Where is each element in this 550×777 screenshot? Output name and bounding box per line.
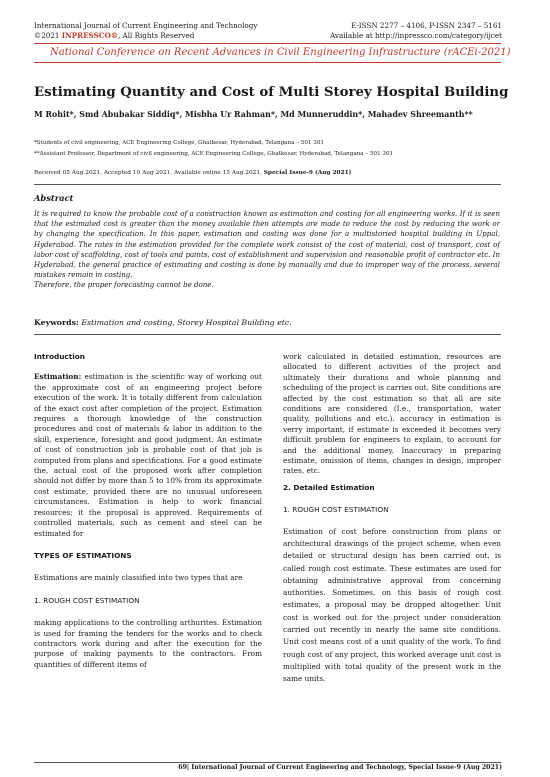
divider-middle	[34, 334, 501, 335]
types-heading: TYPES OF ESTIMATIONS	[34, 550, 132, 560]
issn-line: E-ISSN 2277 – 4106, P-ISSN 2347 – 5161	[350, 21, 502, 30]
keywords-label: Keywords:	[34, 318, 79, 327]
copyright-line: ©2021 INPRESSCO®, All Rights Reserved	[34, 31, 195, 40]
left-column	[34, 352, 262, 670]
keywords-line	[34, 318, 292, 327]
special-issue-label: Special Issue-9 (Aug 2021)	[263, 170, 352, 176]
conference-banner	[34, 43, 511, 63]
abstract-body	[34, 209, 500, 291]
received-dates: Received 05 Aug 2021, Accepted 10 Aug 2021, Available online 15 Aug 2021, Special Issue-9 (Aug 2021)	[34, 170, 352, 176]
abstract-last-line: Therefore, the proper forecasting cannot be done.	[34, 280, 214, 290]
abstract-heading: Abstract	[34, 193, 74, 203]
affiliation-students: *Students of civil engineering, ACE Engineering College, Ghatkesar, Hyderabad, Telangana – 501 301	[34, 140, 324, 146]
journal-header-right	[330, 21, 502, 41]
introduction-heading: Introduction	[34, 352, 85, 361]
rough-cost-item-right: 1. ROUGH COST ESTIMATION	[283, 505, 389, 515]
estimation-term: Estimation:	[34, 372, 82, 382]
footer-divider	[34, 762, 501, 763]
abstract-text: It is required to know the probable cost of a construction known as estimation and costing for all engineering works. If it is seen that the estimated cost is greater than the money available then attempts are made to reduce the cost by reducing the work or by changing the specification. In this paper, estimation and costing was done for a multistoried hospital building in Uppal, Hyderabad. The rates in the estimation provided for the complete work consist of the cost of material, cost of transport, cost of labor cost of scaffolding, cost of tools and paints, cost of establishment and supervision and reasonable profit of contractor etc. In Hyderabad, the general practice of estimating and costing is done by manually and due to improper way of the process, several mistakes remain in costing.	[34, 209, 500, 280]
rough-cost-item-left: 1. ROUGH COST ESTIMATION	[34, 595, 140, 605]
keywords-value: Estimation and costing, Storey Hospital Building etc.	[78, 318, 292, 327]
divider-top	[34, 184, 501, 185]
conference-title: National Conference on Recent Advances in Civil Engineering Infrastructure (rACEi-2021)	[50, 47, 511, 58]
detailed-estimation-heading: 2. Detailed Estimation	[283, 482, 375, 492]
types-paragraph: Estimations are mainly classified into two types that are	[34, 573, 243, 583]
work-calculated-paragraph: work calculated in detailed estimation, resources are allocated to different activities of the project and ultimately their durations and whole planning and scheduling of the project is carries out. Site conditions are affected by the cost estimation so that all are site conditions are considered (I.e., transportation, water quality, pollutions and etc.). accuracy in estimation is verry important, if estimate is exceeded it becomes very difficult problem for engineers to explain, to account for and the additional money. Inaccuracy in preparing estimate, omission of items, changes in design, improper rates, etc.	[283, 352, 501, 476]
rough-cost-paragraph: Estimation of cost before construction from plans or architectural drawings of the project scheme, when even detailed or structural design has been carried out, is called rough cost estimate. These estimates are used for obtaining administrative approval from concerning authorities. Sometimes, on this basis of rough cost estimates, a proposal may be dropped altogether. Unit cost is worked out for the project under consideration carried out recently in nearly the same site conditions. Unit cost means cost of a unit quality of the work. To find rough cost of any project, this worked average unit cost is multiplied with total quality of the present work in the same units.	[283, 526, 501, 684]
inpressco-brand: INPRESSCO®	[61, 31, 118, 40]
author-list: M Rohit*, Smd Abubakar Siddiq*, Misbha Ur Rahman*, Md Munneruddin*, Mahadev Shreemanth**	[34, 110, 473, 119]
available-at-link[interactable]: Available at http://inpressco.com/category/ijcet	[330, 31, 502, 40]
applications-paragraph: making applications to the controlling arthurites. Estimation is used for framing the tenders for the works and to check contractors work during and after the execution for the purpose of making payments to the contractors. From quantities of different items of	[34, 618, 262, 669]
right-column	[283, 352, 501, 686]
page-footer: 69| International Journal of Current Engineering and Technology, Special Issue-9 (Aug 2021)	[178, 764, 502, 771]
journal-name: International Journal of Current Engineering and Technology	[34, 21, 258, 30]
estimation-paragraph: Estimation: estimation is the scientific way of working out the approximate cost of an engineering project before execution of the work. It is totally different from calculation of the exact cost after completion of the project. Estimation requires a thorough knowledge of the construction procedures and cost of materials & labor in addition to the skill, experience, foresight and good judgment. An estimate of cost of construction job is probable cost of that job is computed from plans and specifications. For a good estimate the, actual cost of the proposed work after completion should not differ by more than 5 to 10% from its approximate cost estimate, provided there are no unusual unforeseen circumstances. Estimation is help to work financial resources; it the proposal is approved. Requirements of controlled materials, such as cement and steel can be estimated for	[34, 372, 262, 538]
affiliation-professor: **Assistant Professor, Department of civil engineering, ACE Engineering College, Ghatkesar, Hyderabad, Telangana – 501 301	[34, 151, 394, 157]
paper-title: Estimating Quantity and Cost of Multi Storey Hospital Building	[34, 85, 509, 100]
journal-header-left	[34, 21, 257, 41]
